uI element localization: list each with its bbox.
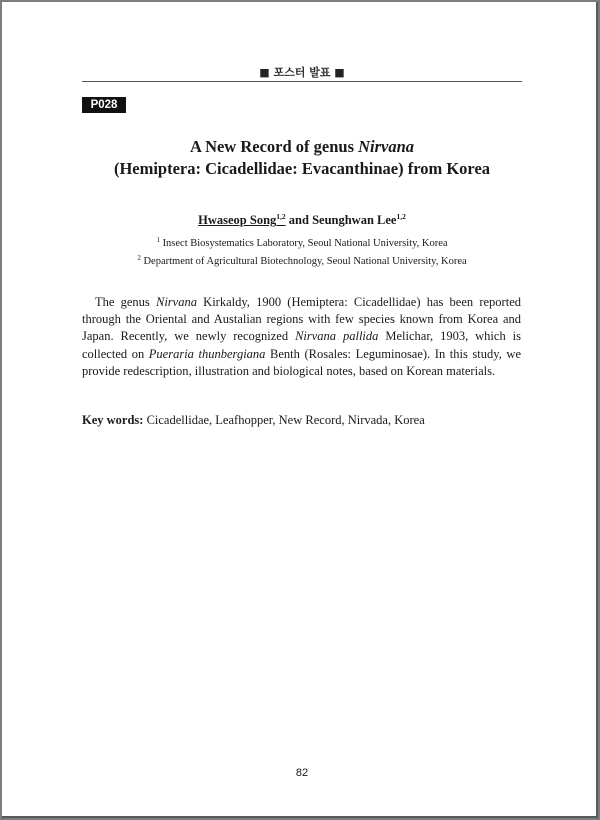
title-line2: (Hemiptera: Cicadellidae: Evacanthinae) from Korea (113, 159, 491, 178)
author-first-affil: 1,2 (276, 212, 286, 221)
abstract-species: Nirvana pallida (295, 329, 379, 344)
abstract-part-3: Melichar, 1903, which is collected on (82, 329, 521, 361)
affiliation-1-marker: 1 (156, 236, 160, 244)
keywords (82, 412, 522, 428)
title-genus: Nirvana (358, 137, 415, 156)
abstract-genus: Nirvana (155, 295, 197, 309)
poster-code-badge: P028 (82, 97, 126, 113)
section-header: ■ 포스터 발표 ■ (259, 66, 345, 79)
affiliation-1-text: Insect Biosystematics Laboratory, Seoul National University, Korea (159, 238, 448, 249)
affiliation-1 (82, 233, 522, 251)
abstract-part-4: Benth (Rosales: Leguminosae). In this study, we provide redescription, illustration and biological notes, based on Korean materials. (82, 346, 521, 378)
affiliation-2-marker: 2 (137, 254, 141, 262)
affiliation-2 (82, 251, 522, 269)
author-first (198, 213, 286, 227)
author-connector: and (285, 213, 313, 227)
keywords-label: Key words: (82, 413, 144, 427)
author-list (82, 209, 522, 228)
title-line1-prefix: A New Record of genus (189, 137, 359, 156)
author-first-name: Hwaseop Song (198, 213, 277, 227)
affiliation-2-text: Department of Agricultural Biotechnology, Seoul National University, Korea (140, 256, 467, 267)
abstract-paragraph (82, 294, 521, 380)
author-second-name: Seunghwan Lee (312, 213, 397, 227)
page-number: 82 (295, 767, 309, 779)
abstract-host-plant: Pueraria thunbergiana (148, 346, 266, 361)
author-second-affil: 1,2 (396, 212, 406, 221)
header-divider (82, 81, 522, 82)
affiliations (82, 233, 522, 269)
paper-title (82, 136, 522, 180)
document-page (2, 2, 598, 818)
abstract-part-1: The genus (95, 295, 156, 309)
abstract-part-2: Kirkaldy, 1900 (Hemiptera: Cicadellidae) has been reported through the Oriental and Austalian regions with few species known from Korea and Japan. Recently, we newly recognized (82, 295, 521, 344)
keywords-text: Cicadellidae, Leafhopper, New Record, Nirvada, Korea (143, 413, 425, 427)
